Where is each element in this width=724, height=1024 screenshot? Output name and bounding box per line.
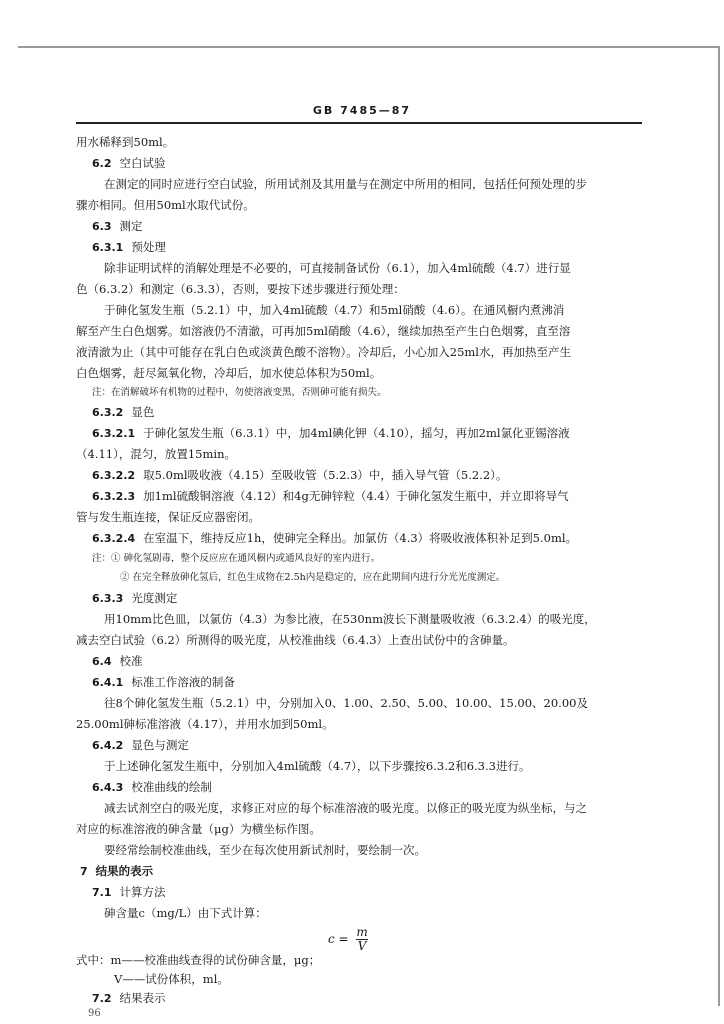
formula-denominator: V bbox=[357, 939, 367, 953]
section-heading-6-3: 6.3 测定 bbox=[92, 219, 143, 233]
page-number: 96 bbox=[88, 1008, 101, 1019]
section-heading-7-1: 7.1 计算方法 bbox=[92, 885, 166, 899]
section-heading-6-2: 6.2 空白试验 bbox=[92, 156, 166, 170]
section-heading-6-3-2-3: 6.3.2.3 加1ml硫酸铜溶液（4.12）和4g无砷锌粒（4.4）于砷化氢发生瓶中，并立即将导气 bbox=[92, 489, 569, 503]
text-line: 于上述砷化氢发生瓶中，分别加入4ml硫酸（4.7），以下步骤按6.3.2和6.3.3进行。 bbox=[104, 759, 531, 773]
header-rule bbox=[76, 122, 642, 124]
text-line: V——试份体积，ml。 bbox=[114, 972, 229, 986]
section-heading-6-3-2-2: 6.3.2.2 取5.0ml吸收液（4.15）至吸收管（5.2.3）中，插入导气管（5.2.2）。 bbox=[92, 468, 508, 482]
section-heading-6-4: 6.4 校准 bbox=[92, 654, 143, 668]
note-line: ② 在完全释放砷化氢后，红色生成物在2.5h内是稳定的，应在此期间内进行分光光度测定。 bbox=[120, 572, 506, 583]
text-line: 液清澈为止（其中可能存在乳白色或淡黄色酸不溶物）。冷却后，小心加入25ml水，再加热至产生 bbox=[76, 345, 571, 359]
scan-edge-right bbox=[718, 46, 720, 1006]
section-heading-7: 7 结果的表示 bbox=[80, 864, 154, 878]
section-heading-6-4-2: 6.4.2 显色与测定 bbox=[92, 738, 189, 752]
text-line: （4.11），混匀，放置15min。 bbox=[76, 447, 236, 461]
text-line: 对应的标准溶液的砷含量（μg）为横坐标作图。 bbox=[76, 822, 321, 836]
section-heading-7-2: 7.2 结果表示 bbox=[92, 991, 166, 1005]
text-line: 色（6.3.2）和测定（6.3.3），否则，要按下述步骤进行预处理： bbox=[76, 282, 405, 296]
text-line: 减去试剂空白的吸光度，求修正对应的每个标准溶液的吸光度。以修正的吸光度为纵坐标，与之 bbox=[104, 801, 587, 815]
section-heading-6-3-2-4: 6.3.2.4 在室温下，维持反应1h，使砷完全释出。加氯仿（4.3）将吸收液体积补足到5.0ml。 bbox=[92, 531, 578, 545]
text-line: 砷含量c（mg/L）由下式计算： bbox=[104, 906, 267, 920]
section-heading-6-3-1: 6.3.1 预处理 bbox=[92, 240, 166, 254]
section-heading-6-3-2: 6.3.2 显色 bbox=[92, 405, 155, 419]
formula bbox=[328, 926, 368, 953]
text-line: 用10mm比色皿，以氯仿（4.3）为参比液，在530nm波长下测量吸收液（6.3.2.4）的吸光度， bbox=[104, 612, 596, 626]
page-header: GB 7485—87 bbox=[312, 104, 412, 117]
text-line: 要经常绘制校准曲线，至少在每次使用新试剂时，要绘制一次。 bbox=[104, 843, 426, 857]
section-heading-6-4-1: 6.4.1 标准工作溶液的制备 bbox=[92, 675, 235, 689]
text-line: 白色烟雾，赶尽氮氧化物，冷却后，加水使总体积为50ml。 bbox=[76, 366, 382, 380]
text-line: 在测定的同时应进行空白试验，所用试剂及其用量与在测定中所用的相同，包括任何预处理的步 bbox=[104, 177, 587, 191]
text-line: 于砷化氢发生瓶（5.2.1）中，加入4ml硫酸（4.7）和5ml硝酸（4.6）。在通风橱内煮沸消 bbox=[104, 303, 565, 317]
text-line: 25.00ml砷标准溶液（4.17），并用水加到50ml。 bbox=[76, 717, 334, 731]
text-line: 除非证明试样的消解处理是不必要的，可直接制备试份（6.1），加入4ml硫酸（4.7）进行显 bbox=[104, 261, 571, 275]
formula-fraction bbox=[356, 926, 367, 953]
note-line: 注：① 砷化氢剧毒，整个反应应在通风橱内或通风良好的室内进行。 bbox=[92, 553, 381, 564]
section-heading-6-4-3: 6.4.3 校准曲线的绘制 bbox=[92, 780, 212, 794]
section-heading-6-3-2-1: 6.3.2.1 于砷化氢发生瓶（6.3.1）中，加4ml碘化钾（4.10），摇匀，再加2ml氯化亚锡溶液 bbox=[92, 426, 570, 440]
note-line: 注：在消解破坏有机物的过程中，勿使溶液变黑，否则砷可能有损失。 bbox=[92, 387, 387, 398]
formula-lhs: c = bbox=[328, 932, 349, 946]
formula-numerator: m bbox=[356, 925, 368, 939]
text-line: 管与发生瓶连接，保证反应器密闭。 bbox=[76, 510, 260, 524]
text-line: 式中：m——校准曲线查得的试份砷含量，μg； bbox=[76, 953, 321, 967]
section-heading-6-3-3: 6.3.3 光度测定 bbox=[92, 591, 178, 605]
text-line: 骤亦相同。但用50ml水取代试份。 bbox=[76, 198, 255, 212]
text-line: 用水稀释到50ml。 bbox=[76, 135, 175, 149]
text-line: 往8个砷化氢发生瓶（5.2.1）中，分别加入0、1.00、2.50、5.00、10.00、15.00、20.00及 bbox=[104, 696, 588, 710]
text-line: 解至产生白色烟雾。如溶液仍不清澈，可再加5ml硝酸（4.6），继续加热至产生白色烟雾，直至溶 bbox=[76, 324, 571, 338]
text-line: 减去空白试验（6.2）所测得的吸光度，从校准曲线（6.4.3）上查出试份中的含砷量。 bbox=[76, 633, 515, 647]
scan-edge-top bbox=[18, 46, 720, 48]
